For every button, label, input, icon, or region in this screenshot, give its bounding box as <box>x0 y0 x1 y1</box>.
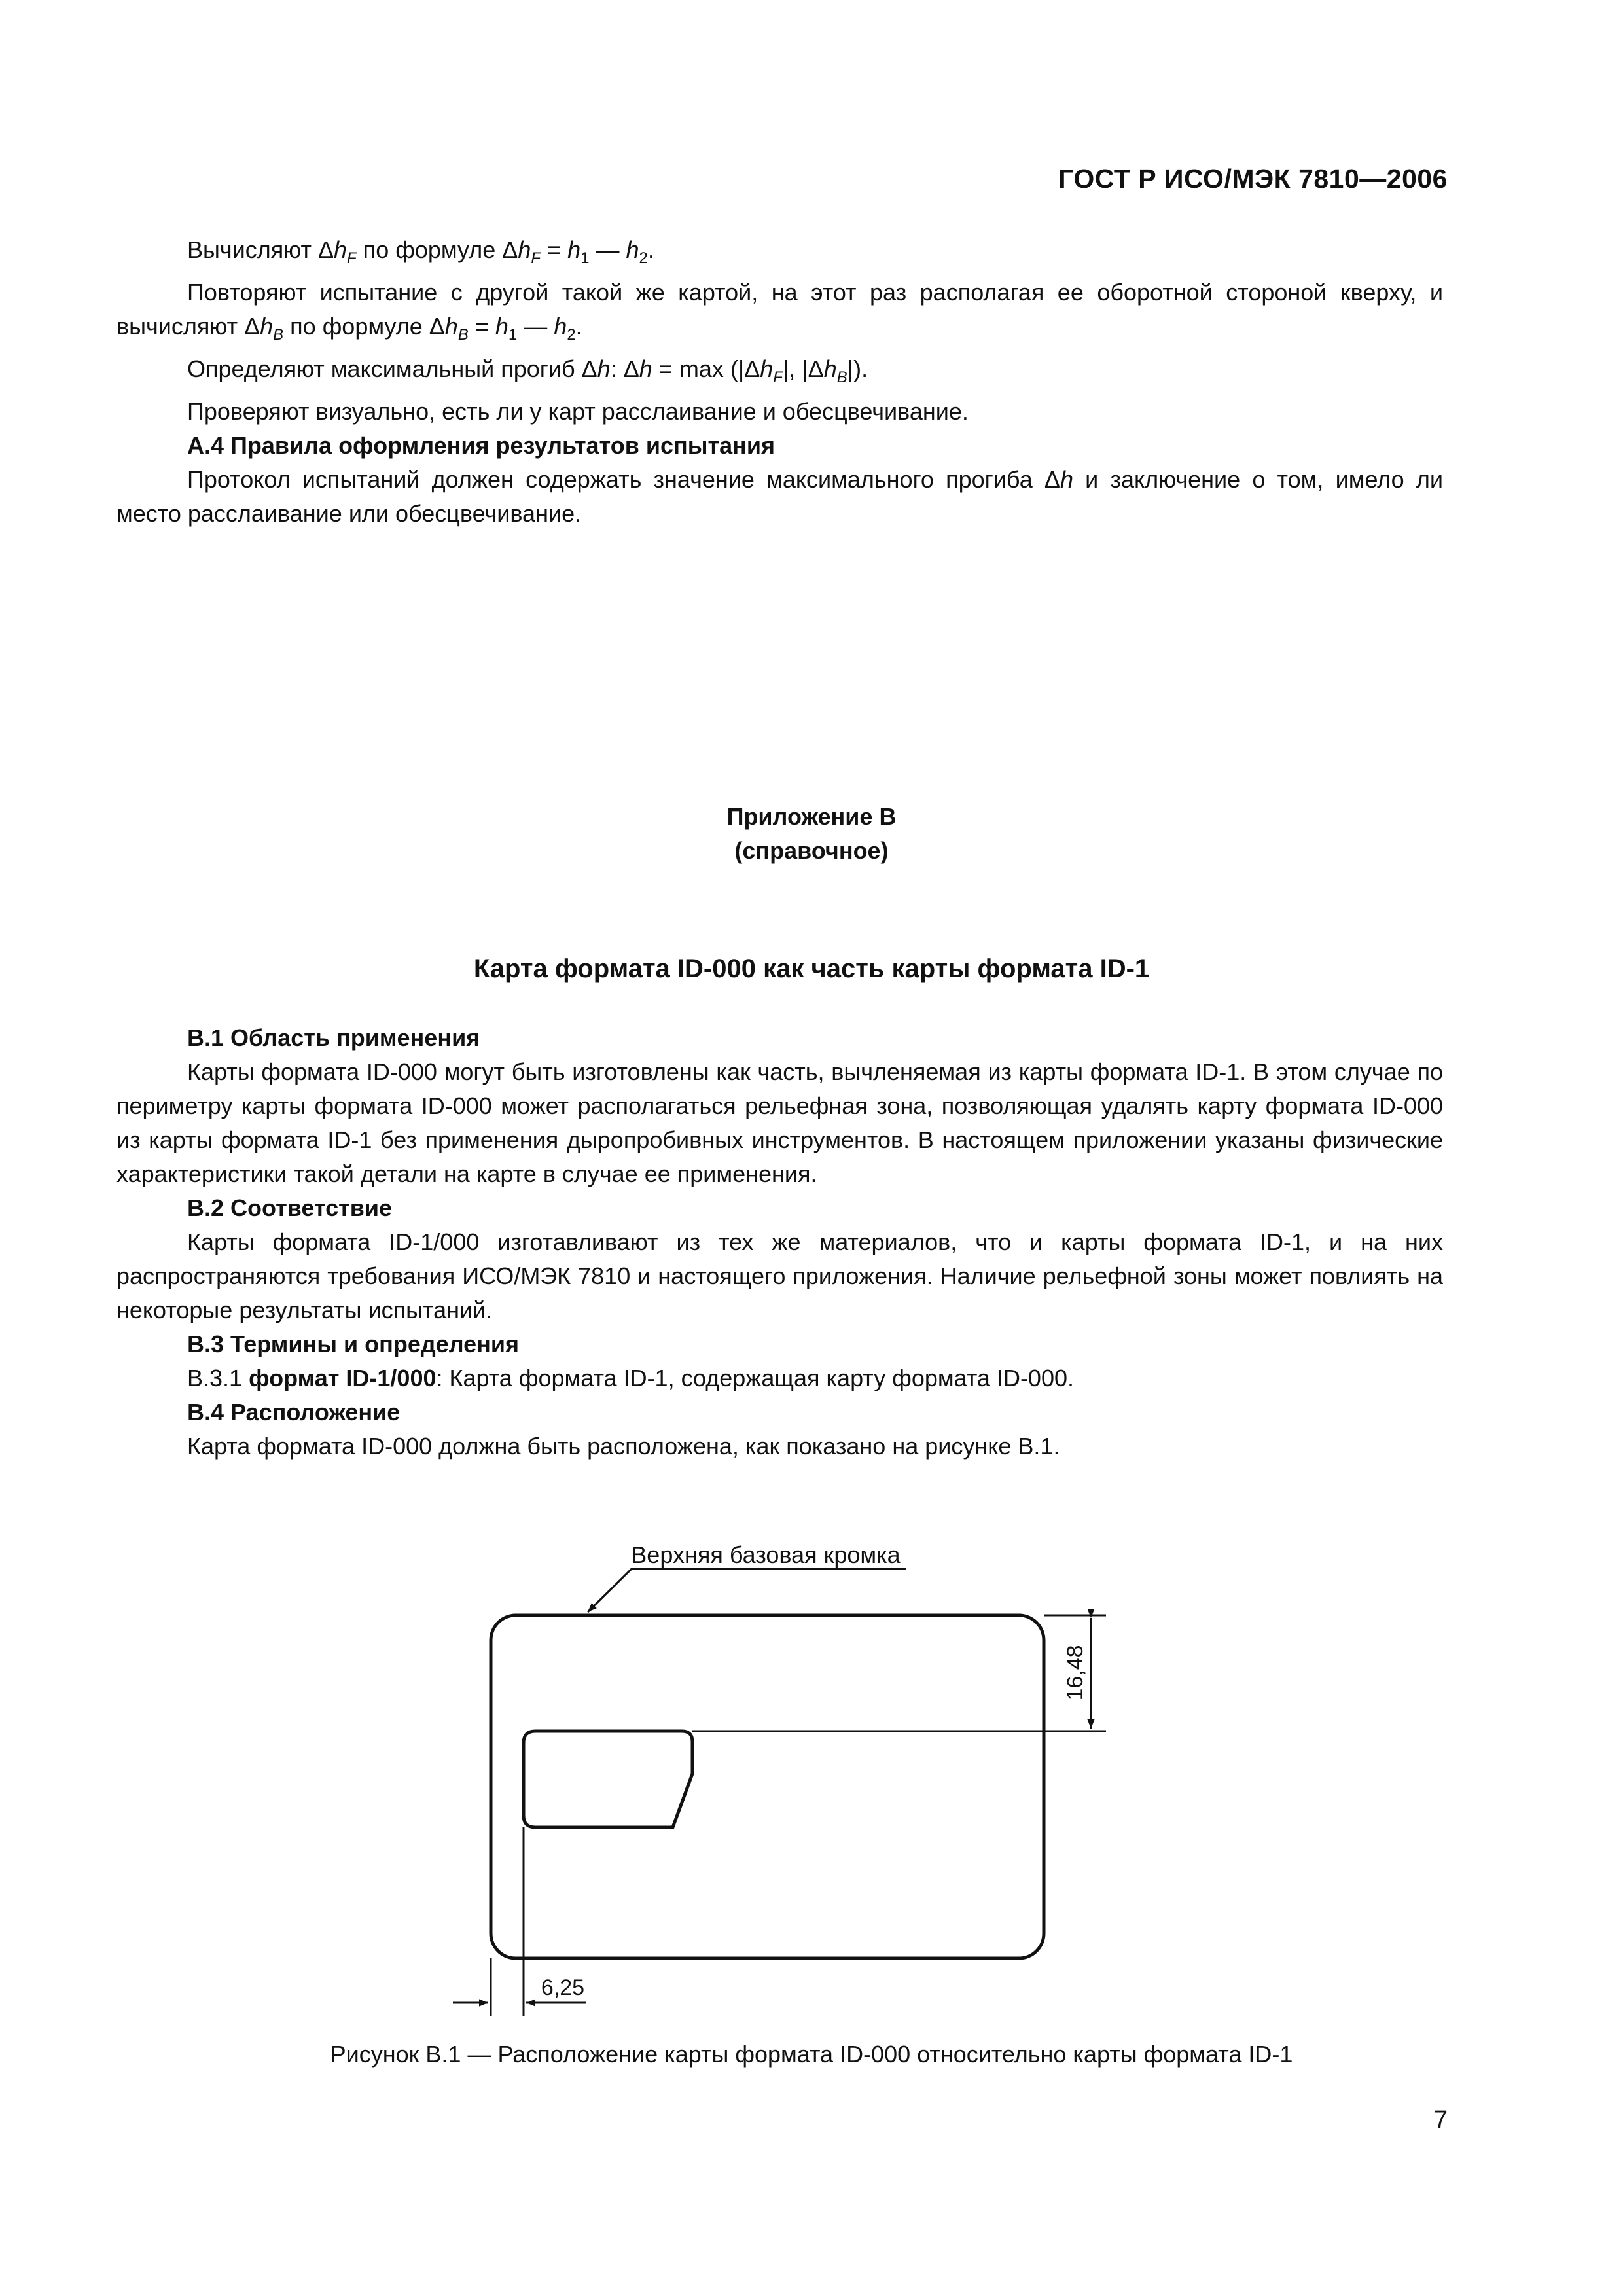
edge-leader-line <box>588 1569 906 1612</box>
paragraph-b31: В.3.1 формат ID-1/000: Карта формата ID-1, содержащая карту формата ID-000. <box>187 1365 1074 1391</box>
term-id1-000: формат ID-1/000 <box>249 1365 437 1391</box>
paragraph-delta-hf: Вычисляют $\Delta h_F$ по формуле $\Delta h_F = h_1$ — $h_2$. <box>187 236 654 267</box>
heading-b3: В.3 Термины и определения <box>187 1331 520 1357</box>
standard-header: ГОСТ Р ИСО/МЭК 7810—2006 <box>1058 164 1448 194</box>
paragraph-visual-check: Проверяют визуально, есть ли у карт расслаивание и обесцвечивание. <box>187 398 969 425</box>
id1-card-outline <box>491 1615 1044 1958</box>
heading-a4: А.4 Правила оформления результатов испытания <box>187 432 776 459</box>
paragraph-b4: Карта формата ID-000 должна быть расположена, как показано на рисунке В.1. <box>187 1433 1060 1460</box>
paragraph-max-deflection: Определяют максимальный прогиб Δh: $\Delta h = \max (|\Delta h_F|$, $|\Delta h_B|$). <box>187 355 868 386</box>
appendix-title: Карта формата ID-000 как часть карты формата ID-1 <box>473 954 1150 983</box>
paragraph-b1: Карты формата ID-000 могут быть изготовлены как часть, вычленяемая из карты формата ID-1. В этом случае по периметру карты формата ID-000 может располагаться рельефная зона, позволяющая удалять карту формата ID-000 из карты формата ID-1 без применения дыропробивных инструментов. В настоящем приложении указаны физические характеристики такой детали на карте в случае ее применения. <box>116 1058 1443 1187</box>
id000-card-outline <box>524 1731 692 1827</box>
heading-b4: В.4 Расположение <box>187 1399 401 1426</box>
figure-caption: Рисунок В.1 — Расположение карты формата ID-000 относительно карты формата ID-1 <box>330 2041 1293 2068</box>
paragraph-a4-report: Протокол испытаний должен содержать значение максимального прогиба Δh и заключение о том, имело ли место расслаивание или обесцвечивание. <box>116 466 1443 527</box>
paragraph-b2: Карты формата ID-1/000 изготавливают из тех же материалов, что и карты формата ID-1, и на них распространяются требования ИСО/МЭК 7810 и настоящего приложения. Наличие рельефной зоны может повлиять на некоторые результаты испытаний. <box>116 1229 1443 1323</box>
page-number: 7 <box>1433 2106 1448 2134</box>
dimension-label-horizontal: 6,25 <box>541 1975 585 2000</box>
heading-b1: В.1 Область применения <box>187 1024 480 1051</box>
appendix-name: Приложение В <box>726 803 897 830</box>
heading-b2: В.2 Соответствие <box>187 1194 393 1221</box>
paragraph-delta-hb: Повторяют испытание с другой такой же картой, на этот раз располагая ее оборотной стороной кверху, и вычисляют $\Delta h_B$ по формуле $\Delta h_B = h_1$ — $h_2$. <box>116 279 1443 344</box>
dimension-label-vertical: 16,48 <box>1063 1645 1088 1701</box>
edge-label: Верхняя базовая кромка <box>631 1541 901 1568</box>
appendix-status: (справочное) <box>734 837 889 864</box>
